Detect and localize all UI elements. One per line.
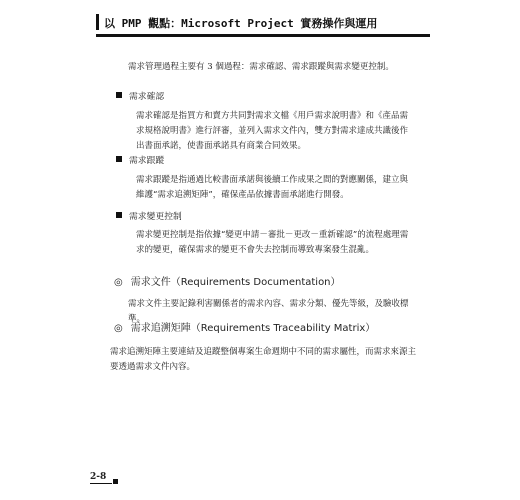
square-bullet-icon bbox=[116, 212, 122, 218]
intro-paragraph: 需求管理過程主要有 3 個過程：需求確認、需求跟蹤與需求變更控制。 bbox=[128, 62, 394, 72]
page-number-rule bbox=[90, 483, 112, 484]
bullet-heading-change-control bbox=[116, 210, 182, 224]
section-body-requirements-documentation: 需求文件主要記錄利害關係者的需求內容、需求分類、優先等級，及驗收標準。 bbox=[128, 299, 409, 324]
section-heading-requirements-documentation bbox=[114, 276, 341, 290]
bullet-body-requirement-tracking: 需求跟蹤是指通過比較書面承諾與後續工作成果之間的對應關係，建立與維護“需求追溯矩陣”，確保產品依據書面承諾進行開發。 bbox=[136, 175, 409, 200]
page-number-square-icon bbox=[113, 479, 118, 484]
double-circle-icon: ◎ bbox=[114, 277, 123, 288]
header-accent-bar bbox=[96, 14, 99, 30]
double-circle-icon: ◎ bbox=[114, 323, 123, 334]
section-title: 需求文件（Requirements Documentation） bbox=[130, 277, 341, 288]
page-number: 2-8 bbox=[90, 472, 107, 482]
header-title: 以 PMP 觀點：Microsoft Project 實務操作與運用 bbox=[104, 17, 378, 30]
section-body-traceability-matrix: 需求追溯矩陣主要連結及追蹤整個專案生命週期中不同的需求屬性，而需求來源主要透過需求文件內容。 bbox=[110, 347, 417, 372]
bullet-title: 需求確認 bbox=[129, 92, 165, 102]
bullet-title: 需求變更控制 bbox=[129, 212, 182, 222]
bullet-heading-requirement-tracking bbox=[116, 154, 164, 168]
bullet-heading-requirement-confirmation bbox=[116, 90, 164, 104]
square-bullet-icon bbox=[116, 92, 122, 98]
bullet-body-requirement-confirmation: 需求確認是指買方和賣方共同對需求文檔《用戶需求說明書》和《產品需求規格說明書》進行評審，並列入需求文件內，雙方對需求達成共識後作出書面承諾，使書面承諾具有商業合同效果。 bbox=[136, 111, 409, 151]
square-bullet-icon bbox=[116, 156, 122, 162]
bullet-body-change-control: 需求變更控制是指依據“變更申請－審批－更改－重新確認”的流程處理需求的變更，確保需求的變更不會失去控制而導致專案發生混亂。 bbox=[136, 230, 409, 255]
running-header bbox=[96, 12, 430, 37]
section-title: 需求追溯矩陣（Requirements Traceability Matrix） bbox=[130, 323, 376, 334]
section-heading-traceability-matrix bbox=[114, 322, 375, 336]
bullet-title: 需求跟蹤 bbox=[129, 156, 165, 166]
